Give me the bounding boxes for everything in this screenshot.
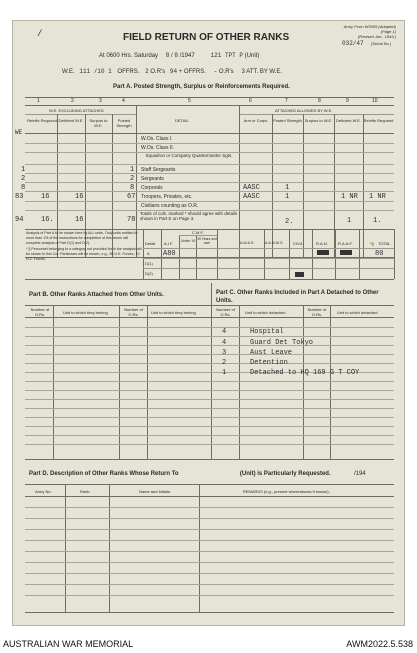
cell-posted: 2 <box>130 175 135 183</box>
unit-label: (Unit) <box>244 53 260 59</box>
analysis-header-19over: 19 Years and over <box>197 237 217 245</box>
analysis-header-awas: A.W.A.S. <box>240 241 255 245</box>
header-posted-strength-left: Posted Strength <box>116 118 132 128</box>
header-surplus-right: Surplus to W.E. <box>304 118 333 123</box>
part-c-number: 4 <box>222 339 227 347</box>
header-reinfts-required-right: Reinfts Required <box>363 118 394 123</box>
header-deficient-right: Deficient W.E. <box>335 118 362 123</box>
cell-reinfts: 8 <box>21 184 26 192</box>
part-c-header-number-1: Number of O.Rs. <box>216 307 235 317</box>
col-number-3: 3 <box>99 98 102 104</box>
analysis-row-a-label: A <box>147 251 150 256</box>
part-b-header-number-1: Number of O.Rs. <box>30 307 50 317</box>
analysis-header-raaf: R.A.A.F. <box>338 241 353 246</box>
day-value: 8 <box>165 52 170 59</box>
col-number-4: 4 <box>122 98 125 104</box>
cell-posted-att: 1 <box>285 193 290 201</box>
part-c-unit: Hospital <box>250 328 284 336</box>
part-d-header-remarks: REMARKS (e.g., present whereabouts if known). <box>243 489 330 494</box>
cell-deficient: 16. <box>41 216 54 224</box>
year-prefix: /194 <box>179 53 192 59</box>
part-c-title: Part C. Other Ranks Included in Part A Detached to Other Units. <box>216 290 379 304</box>
analysis-header-cmf: C.M.F. <box>192 230 204 235</box>
analysis-note: Analysis of Part A to be shown here by ALL units. Only units entitled to more than 1% of the instructions for completion of this return will complete analysis of Part D(1) and D(2). <box>26 231 138 245</box>
analysis-header-aamws: A.A.M.W.S. <box>265 241 284 245</box>
part-c-unit: Detention <box>250 359 288 367</box>
cell-reinfts: 83 <box>15 193 24 201</box>
att-offrs-value: - <box>213 68 218 75</box>
form-title: FIELD RETURN OF OTHER RANKS <box>123 32 290 43</box>
time-line: At 0600 Hrs. Saturday 8 / 8 /1947 121 TPT P (Unit) <box>99 52 260 59</box>
part-b-header-number-2: Number of O.Rs. <box>124 307 143 317</box>
analysis-header-ran: R.A.N. <box>316 241 328 246</box>
part-c-unit: Aust Leave <box>250 349 293 357</box>
cell-posted: 8 <box>130 184 135 192</box>
col-number-1: 1 <box>37 98 40 104</box>
cell-reinfts: 94 <box>15 216 24 224</box>
part-c-unit: Detached to HQ 169 G T COY <box>250 369 360 377</box>
cell-reinfts-att: 1 NR <box>369 193 386 201</box>
att-or-label: O.R's <box>218 69 234 75</box>
part-c-header-number-2: Number of O.Rs. <box>307 307 327 317</box>
detail-label: Staff Sergeants <box>141 167 176 173</box>
part-d-header-army-no: Army No. <box>35 489 52 494</box>
redaction-mark <box>317 250 329 255</box>
cell-reinfts: 1 <box>21 166 26 174</box>
part-d-title <box>29 471 366 477</box>
part-c-number: 2 <box>222 359 227 367</box>
cell-posted-att: 2. <box>285 218 294 226</box>
part-d-header-rank: Rank. <box>80 489 91 494</box>
col-number-7: 7 <box>285 98 288 104</box>
col-number-2: 2 <box>71 98 74 104</box>
detail-label: W.Os. Class I. <box>141 136 173 142</box>
part-c-header-unit-1: Unit to which detached <box>245 310 286 315</box>
header-surplus-left: Surplus to W.E. <box>89 118 108 128</box>
we-label: W.E. <box>62 69 75 75</box>
serial-label: (Serial No.) <box>371 41 392 46</box>
analysis-note-2: * § Personnel belonging to a category not provided for in the analysis will be shown in this Col. Particulars will be shown, e.g., 50 U.K. Forces, 10 N.Z. Forces. <box>26 247 142 261</box>
cell-deficient-att: 1 NR <box>341 193 358 201</box>
form-sheet <box>12 20 405 626</box>
part-c-number: 4 <box>222 328 227 336</box>
we-side-label: WE <box>15 129 23 136</box>
detail-label: Totals of cols. marked * should agree with details shown in Part E on Page 3. <box>140 211 238 221</box>
analysis-header-civil: CIVIL <box>293 241 304 246</box>
att-label: ATT. BY W.E. <box>246 69 283 75</box>
analysis-row-d2-label: D(2) <box>145 271 153 276</box>
or-label: O.R's <box>150 69 166 75</box>
year-digit: 7 <box>191 52 195 59</box>
analysis-header-under19: Under 19 <box>181 239 195 243</box>
header-detail: DETAIL <box>175 118 189 123</box>
col-number-10: 10 <box>372 98 378 104</box>
cell-arm: AASC <box>243 184 260 192</box>
analysis-header-detail: Detail <box>145 241 156 246</box>
form-ref-line2: (Page 1) <box>380 29 396 34</box>
part-d-date-suffix: /194 <box>353 471 366 477</box>
corner-mark: / <box>37 29 43 39</box>
cell-deficient: 16 <box>41 193 50 201</box>
header-reinfts-required-left: Reinfts Required <box>27 118 57 123</box>
detail-label: Sergeants <box>141 176 164 182</box>
cell-arm: AASC <box>243 193 260 201</box>
cell-deficient-att: 1 <box>347 217 352 225</box>
analysis-header-other: *§ <box>370 241 374 246</box>
part-b-header-unit-2: Unit to which they belong <box>151 310 196 315</box>
time-prefix: At 0600 Hrs. Saturday <box>99 53 159 59</box>
part-c-unit: Guard Det Tokyo <box>250 339 314 347</box>
part-a-title: Part A. Posted Strength, Surplus or Reinforcements Required. <box>113 84 290 90</box>
col-number-9: 9 <box>346 98 349 104</box>
part-c-number: 1 <box>222 369 227 377</box>
part-c-number: 3 <box>222 349 227 357</box>
header-deficient-left: Deficient W.E. <box>58 118 84 123</box>
analysis-row-a-total: 80 <box>375 250 384 258</box>
analysis-header-aif: A.I.F. <box>164 241 174 246</box>
form-reference <box>344 24 396 39</box>
header-posted-strength-right: Posted Strength <box>273 118 302 123</box>
att-or-value: 3 <box>241 68 245 75</box>
part-d-title-2: (Unit) is Particularly Requested. <box>239 471 331 477</box>
cell-posted: 78 <box>127 216 136 224</box>
footer-source: AUSTRALIAN WAR MEMORIAL <box>3 639 134 649</box>
part-c-header-unit-2: Unit to which detached <box>337 310 378 315</box>
part-b-header-unit-1: Unit to which they belong <box>63 310 108 315</box>
cell-posted: 67 <box>127 193 136 201</box>
footer-accession: AWM2022.5.538 <box>346 639 413 649</box>
right-group-header: ATTACHED ALLOWED BY W.E. <box>275 108 333 113</box>
serial-value: 032/47 <box>342 40 364 47</box>
plus-offrs-label: + OFFRS. <box>178 69 206 75</box>
detail-label: Squadron or Company Quartermaster Sgts. <box>145 153 233 158</box>
form-ref-line1: Army Form W3009 (Adapted) <box>343 24 396 29</box>
left-group-header: W.E. EXCLUDING ATTACHED <box>49 108 104 113</box>
col-number-6: 6 <box>249 98 252 104</box>
offrs-value: 2 <box>145 68 149 75</box>
detail-label: Corporals <box>141 185 163 191</box>
redaction-mark <box>340 250 352 255</box>
detail-label: Troopers, Privates, etc. <box>141 194 193 200</box>
month-value: 8 <box>174 52 178 59</box>
col-number-8: 8 <box>318 98 321 104</box>
part-d-header-name: Name and Initials. <box>139 489 172 494</box>
cell-reinfts: 2 <box>21 175 26 183</box>
part-b-title: Part B. Other Ranks Attached from Other Units. <box>29 292 164 298</box>
redaction-mark <box>295 272 304 277</box>
analysis-row-a-aif: A80 <box>163 250 176 258</box>
cell-posted-att: 1 <box>285 184 290 192</box>
header-arm-corps: Arm or Corps <box>243 118 268 123</box>
offrs-label: OFFRS. <box>117 69 140 75</box>
or-value: 94 <box>169 68 178 75</box>
cell-surplus: 16 <box>75 193 84 201</box>
form-ref-line3: (Revised Jan., 1943.) <box>357 34 396 39</box>
cell-reinfts-att: 1. <box>373 217 382 225</box>
col-number-5: 5 <box>188 98 191 104</box>
cell-posted: 1 <box>130 166 135 174</box>
unit-value: 121 TPT P <box>210 52 243 59</box>
we-value: 111 /10 1 <box>79 68 112 75</box>
cell-surplus: 16 <box>75 216 84 224</box>
detail-label: W.Os. Class II. <box>141 145 175 151</box>
detail-label: Civilians counting as O.R. <box>141 203 199 209</box>
establishment-line <box>62 68 282 75</box>
analysis-header-total: TOTAL <box>378 241 391 246</box>
analysis-row-d1-label: D(1) <box>145 261 153 266</box>
part-d-title-1: Part D. Description of Other Ranks Whose Return To <box>29 471 179 477</box>
